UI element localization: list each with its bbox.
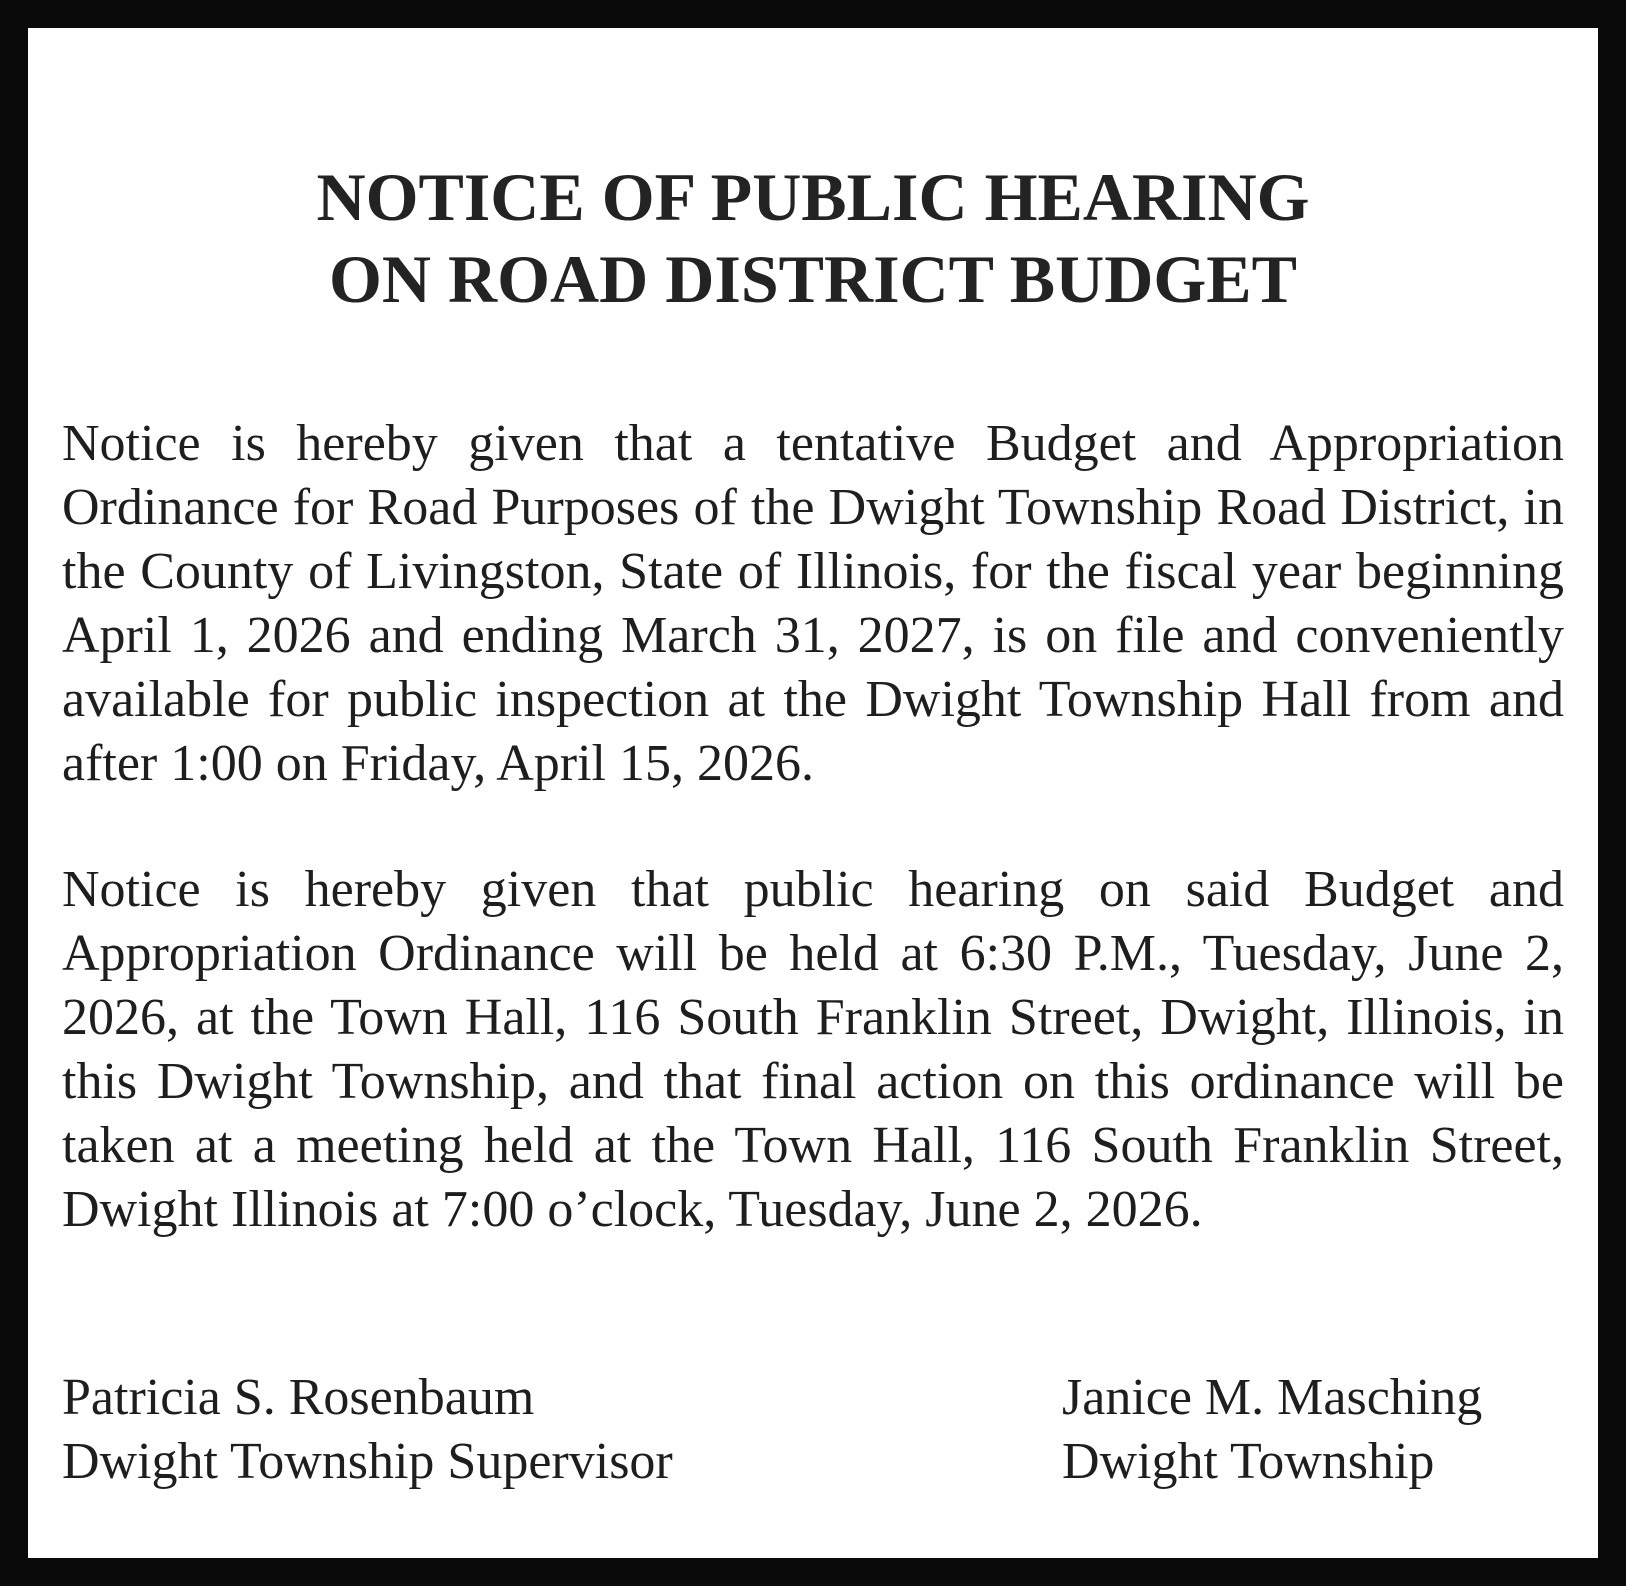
budget-availability-paragraph: Notice is hereby given that a tentative Budget and Appropriation Ordinance for Road Purposes of the Dwight Township Road District, in the County of Livingston, State of Illinois, for the fiscal year beginning April 1, 2026 and ending March 31, 2027, is on file and conveniently available for public inspection at the Dwight Township Hall from and after 1:00 on Friday, April 15, 2026. (62, 415, 1564, 792)
supervisor-signature-block (62, 1366, 673, 1494)
title-line-2: ON ROAD DISTRICT BUDGET (329, 241, 1297, 317)
clerk-name: Janice M. Masching (1062, 1369, 1483, 1426)
clerk-signature-block (1062, 1366, 1482, 1494)
supervisor-title: Dwight Township Supervisor (62, 1433, 673, 1490)
supervisor-name: Patricia S. Rosenbaum (62, 1369, 535, 1426)
notice-title (62, 156, 1564, 320)
title-line-1: NOTICE OF PUBLIC HEARING (316, 159, 1310, 235)
hearing-details-paragraph: Notice is hereby given that public hearing on said Budget and Appropriation Ordinance will be held at 6:30 P.M., Tuesday, June 2, 2026, at the Town Hall, 116 South Franklin Street, Dwight, Illinois, in this Dwight Township, and that final action on this ordinance will be taken at a meeting held at the Town Hall, 116 South Franklin Street, Dwight Illinois at 7:00 o’clock, Tuesday, June 2, 2026. (62, 861, 1564, 1238)
clerk-title: Dwight Township (1062, 1433, 1435, 1490)
